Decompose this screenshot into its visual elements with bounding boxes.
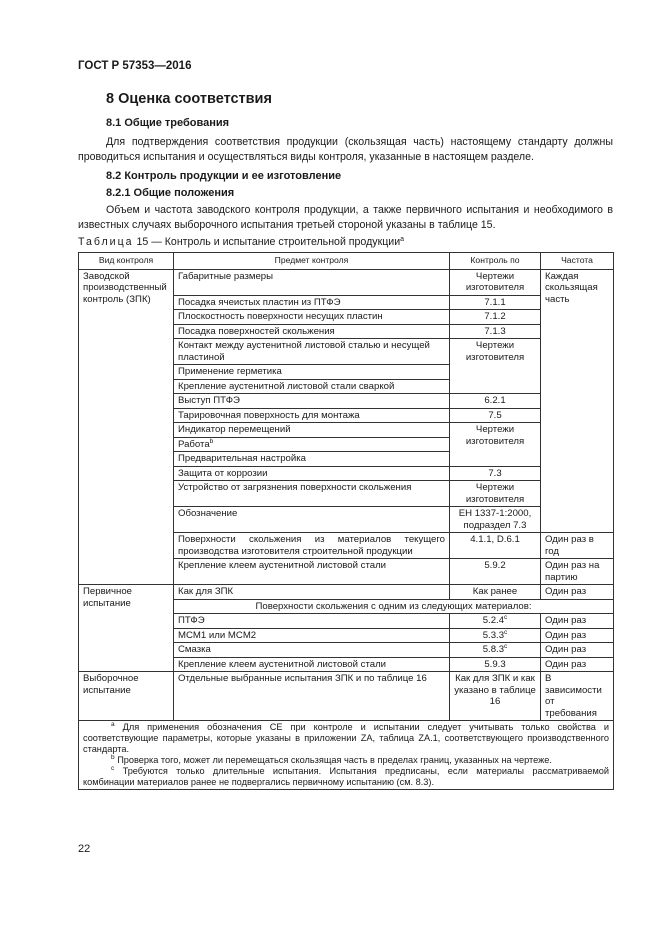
note-b-mark: b bbox=[111, 754, 115, 761]
subject-cell: Посадка ячеистых пластин из ПТФЭ bbox=[174, 295, 450, 310]
control-cell bbox=[450, 643, 541, 658]
subject-cell: Как для ЗПК bbox=[174, 585, 450, 600]
note-a bbox=[83, 722, 609, 755]
control-cell: Чертежи изготовителя bbox=[450, 481, 541, 507]
subject-cell: Габаритные размеры bbox=[174, 269, 450, 295]
note-c-text: Требуются только длительные испытания. Испытания предписаны, если материалы рассматриваемой комбинации материалов ранее не подвергались первичному испытанию (см. 8.3). bbox=[83, 766, 609, 787]
control-cell: 7.1.3 bbox=[450, 324, 541, 339]
frequency-cell: Один раз bbox=[541, 643, 614, 658]
frequency-cell: Один раз bbox=[541, 657, 614, 672]
header-control-type: Вид контроля bbox=[79, 253, 174, 270]
subject-cell: ПТФЭ bbox=[174, 614, 450, 629]
subsection-8-2-1-title: 8.2.1 Общие положения bbox=[106, 187, 235, 199]
control-cell: 7.3 bbox=[450, 466, 541, 481]
control-cell: 7.1.2 bbox=[450, 310, 541, 325]
frequency-cell: Каждая скользящая часть bbox=[541, 269, 614, 533]
subject-cell: Выступ ПТФЭ bbox=[174, 394, 450, 409]
subject-text: Работа bbox=[178, 438, 210, 450]
note-b bbox=[83, 755, 609, 766]
subject-cell: Поверхности скольжения из материалов текущего производства изготовителя строительной продукции bbox=[174, 533, 450, 559]
note-b-text: Проверка того, может ли перемещаться скользящая часть в пределах границ, указанных на чертеже. bbox=[117, 755, 552, 765]
table-row bbox=[79, 269, 614, 295]
footnote-mark: c bbox=[504, 614, 508, 621]
subject-cell: Крепление аустенитной листовой стали сваркой bbox=[174, 379, 450, 394]
note-c bbox=[83, 766, 609, 788]
table-caption-text: 15 — Контроль и испытание строительной продукции bbox=[136, 236, 401, 248]
note-a-text: Для применения обозначения CE при контроле и испытании следует учитывать только свойства и соответствующие параметры, которые указаны в приложении ZA, таблица ZA.1, соответствующего производственного стандарта. bbox=[83, 722, 609, 754]
control-cell: 4.1.1, D.6.1 bbox=[450, 533, 541, 559]
frequency-cell: Один раз bbox=[541, 585, 614, 600]
group-primary: Первичное испытание bbox=[79, 585, 174, 672]
control-cell: Чертежи изготовителя bbox=[450, 423, 541, 467]
frequency-cell: В зависимости от требования bbox=[541, 672, 614, 721]
subject-cell: Крепление клеем аустенитной листовой стали bbox=[174, 657, 450, 672]
control-table bbox=[78, 252, 614, 790]
footnote-mark: c bbox=[504, 628, 508, 636]
control-cell: 5.9.3 bbox=[450, 657, 541, 672]
header-subject: Предмет контроля bbox=[174, 253, 450, 270]
subject-cell: Тарировочная поверхность для монтажа bbox=[174, 408, 450, 423]
subject-cell: Отдельные выбранные испытания ЗПК и по таблице 16 bbox=[174, 672, 450, 721]
control-cell: Чертежи изготовителя bbox=[450, 339, 541, 394]
subject-cell: Индикатор перемещений bbox=[174, 423, 450, 438]
table-caption bbox=[78, 236, 404, 248]
table-caption-footnote-mark: a bbox=[400, 236, 405, 243]
control-cell: ЕН 1337-1:2000, подраздел 7.3 bbox=[450, 507, 541, 533]
footnote-mark: b bbox=[209, 437, 214, 445]
subject-cell: Предварительная настройка bbox=[174, 452, 450, 467]
header-frequency: Частота bbox=[541, 253, 614, 270]
table-header-row bbox=[79, 253, 614, 270]
table-row bbox=[79, 672, 614, 721]
subject-cell: Посадка поверхностей скольжения bbox=[174, 324, 450, 339]
header-control-by: Контроль по bbox=[450, 253, 541, 270]
subject-cell bbox=[174, 437, 450, 452]
control-text: 5.2.4 bbox=[482, 615, 505, 626]
group-zpk: Заводской производственный контроль (ЗПК) bbox=[79, 269, 174, 585]
control-cell: 7.5 bbox=[450, 408, 541, 423]
control-text: 5.3.3 bbox=[482, 629, 505, 641]
control-cell: 6.2.1 bbox=[450, 394, 541, 409]
control-cell: Как для ЗПК и как указано в таблице 16 bbox=[450, 672, 541, 721]
footnote-mark: c bbox=[504, 643, 508, 650]
subject-cell: Смазка bbox=[174, 643, 450, 658]
subject-cell: Применение герметика bbox=[174, 365, 450, 380]
control-cell: 7.1.1 bbox=[450, 295, 541, 310]
subsection-8-2-1-text: Объем и частота заводского контроля продукции, а также первичного испытания и необходимого в известных случаях выборочного испытания третьей стороной указаны в таблице 15. bbox=[78, 204, 613, 231]
section-title: 8 Оценка соответствия bbox=[106, 91, 272, 107]
subsection-8-1-text: Для подтверждения соответствия продукции (скользящая часть) настоящему стандарту должны проводиться испытания и осуществляться виды контроля, указанные в настоящем разделе. bbox=[78, 136, 613, 163]
span-row-cell: Поверхности скольжения с одним из следующих материалов: bbox=[174, 599, 614, 614]
frequency-cell: Один раз bbox=[541, 628, 614, 643]
subject-cell: Защита от коррозии bbox=[174, 466, 450, 481]
subject-cell: Устройство от загрязнения поверхности скольжения bbox=[174, 481, 450, 507]
subject-cell: MCM1 или MCM2 bbox=[174, 628, 450, 643]
subject-cell: Контакт между аустенитной листовой сталью и несущей пластиной bbox=[174, 339, 450, 365]
subsection-8-2-title: 8.2 Контроль продукции и ее изготовление bbox=[106, 170, 342, 182]
frequency-cell: Один раз bbox=[541, 614, 614, 629]
control-cell: Как ранее bbox=[450, 585, 541, 600]
page-number: 22 bbox=[78, 843, 91, 855]
table-notes bbox=[79, 721, 614, 790]
subsection-8-1-title: 8.1 Общие требования bbox=[106, 117, 230, 129]
control-cell bbox=[450, 628, 541, 643]
frequency-cell: Один раз на партию bbox=[541, 559, 614, 585]
control-cell bbox=[450, 614, 541, 629]
subject-cell: Крепление клеем аустенитной листовой стали bbox=[174, 559, 450, 585]
group-sample: Выборочное испытание bbox=[79, 672, 174, 721]
table-caption-label: Таблица bbox=[78, 236, 134, 248]
document-header: ГОСТ Р 57353—2016 bbox=[78, 60, 192, 72]
frequency-cell: Один раз в год bbox=[541, 533, 614, 559]
table-row bbox=[79, 585, 614, 600]
note-c-mark: c bbox=[111, 765, 115, 772]
subject-cell: Плоскостность поверхности несущих пластин bbox=[174, 310, 450, 325]
note-a-mark: a bbox=[111, 721, 115, 728]
subject-cell: Обозначение bbox=[174, 507, 450, 533]
table-notes-row bbox=[79, 721, 614, 790]
control-cell: 5.9.2 bbox=[450, 559, 541, 585]
control-cell: Чертежи изготовителя bbox=[450, 269, 541, 295]
control-text: 5.8.3 bbox=[482, 644, 505, 655]
